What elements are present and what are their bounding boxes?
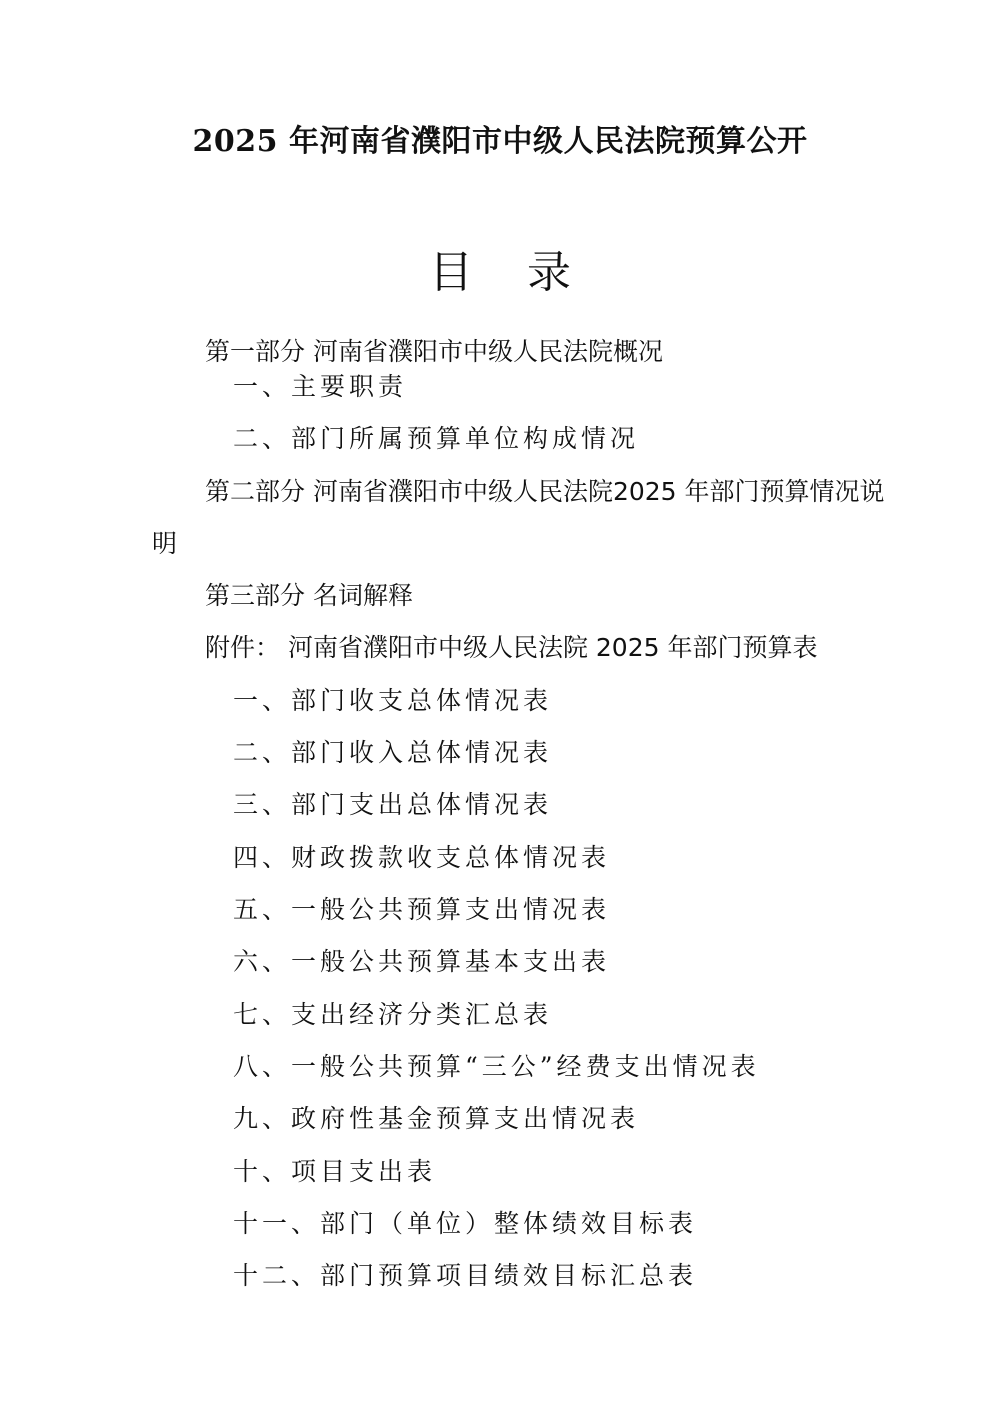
toc-part-1-item-1: 一、主要职责 [233,372,408,401]
toc-part-3: 第三部分 名词解释 [205,581,413,610]
toc-attachment-item: 八、一般公共预算“三公”经费支出情况表 [233,1052,760,1081]
toc-attachment-item: 一、部门收支总体情况表 [233,686,553,715]
toc-attachment-item: 五、一般公共预算支出情况表 [233,895,611,924]
toc-attachment: 附件： 河南省濮阳市中级人民法院 2025 年部门预算表 [205,633,818,662]
toc-part-2-line-2: 明 [152,529,178,558]
toc-attachment-item: 十一、部门（单位）整体绩效目标表 [233,1209,698,1238]
toc-attachment-item: 九、政府性基金预算支出情况表 [233,1104,640,1133]
toc-attachment-item: 二、部门收入总体情况表 [233,738,553,767]
document-title: 2025 年河南省濮阳市中级人民法院预算公开 [192,124,808,159]
toc-attachment-item: 十、项目支出表 [233,1157,437,1186]
toc-heading: 目 录 [429,247,591,298]
toc-attachment-item: 十二、部门预算项目绩效目标汇总表 [233,1261,698,1290]
toc-attachment-item: 三、部门支出总体情况表 [233,790,553,819]
toc-part-1: 第一部分 河南省濮阳市中级人民法院概况 [205,337,663,366]
toc-part-1-item-2: 二、部门所属预算单位构成情况 [233,424,640,453]
toc-part-2-line-1: 第二部分 河南省濮阳市中级人民法院2025 年部门预算情况说 [205,477,885,506]
toc-attachment-item: 四、财政拨款收支总体情况表 [233,843,611,872]
toc-attachment-item: 七、支出经济分类汇总表 [233,1000,553,1029]
toc-attachment-item: 六、一般公共预算基本支出表 [233,947,611,976]
